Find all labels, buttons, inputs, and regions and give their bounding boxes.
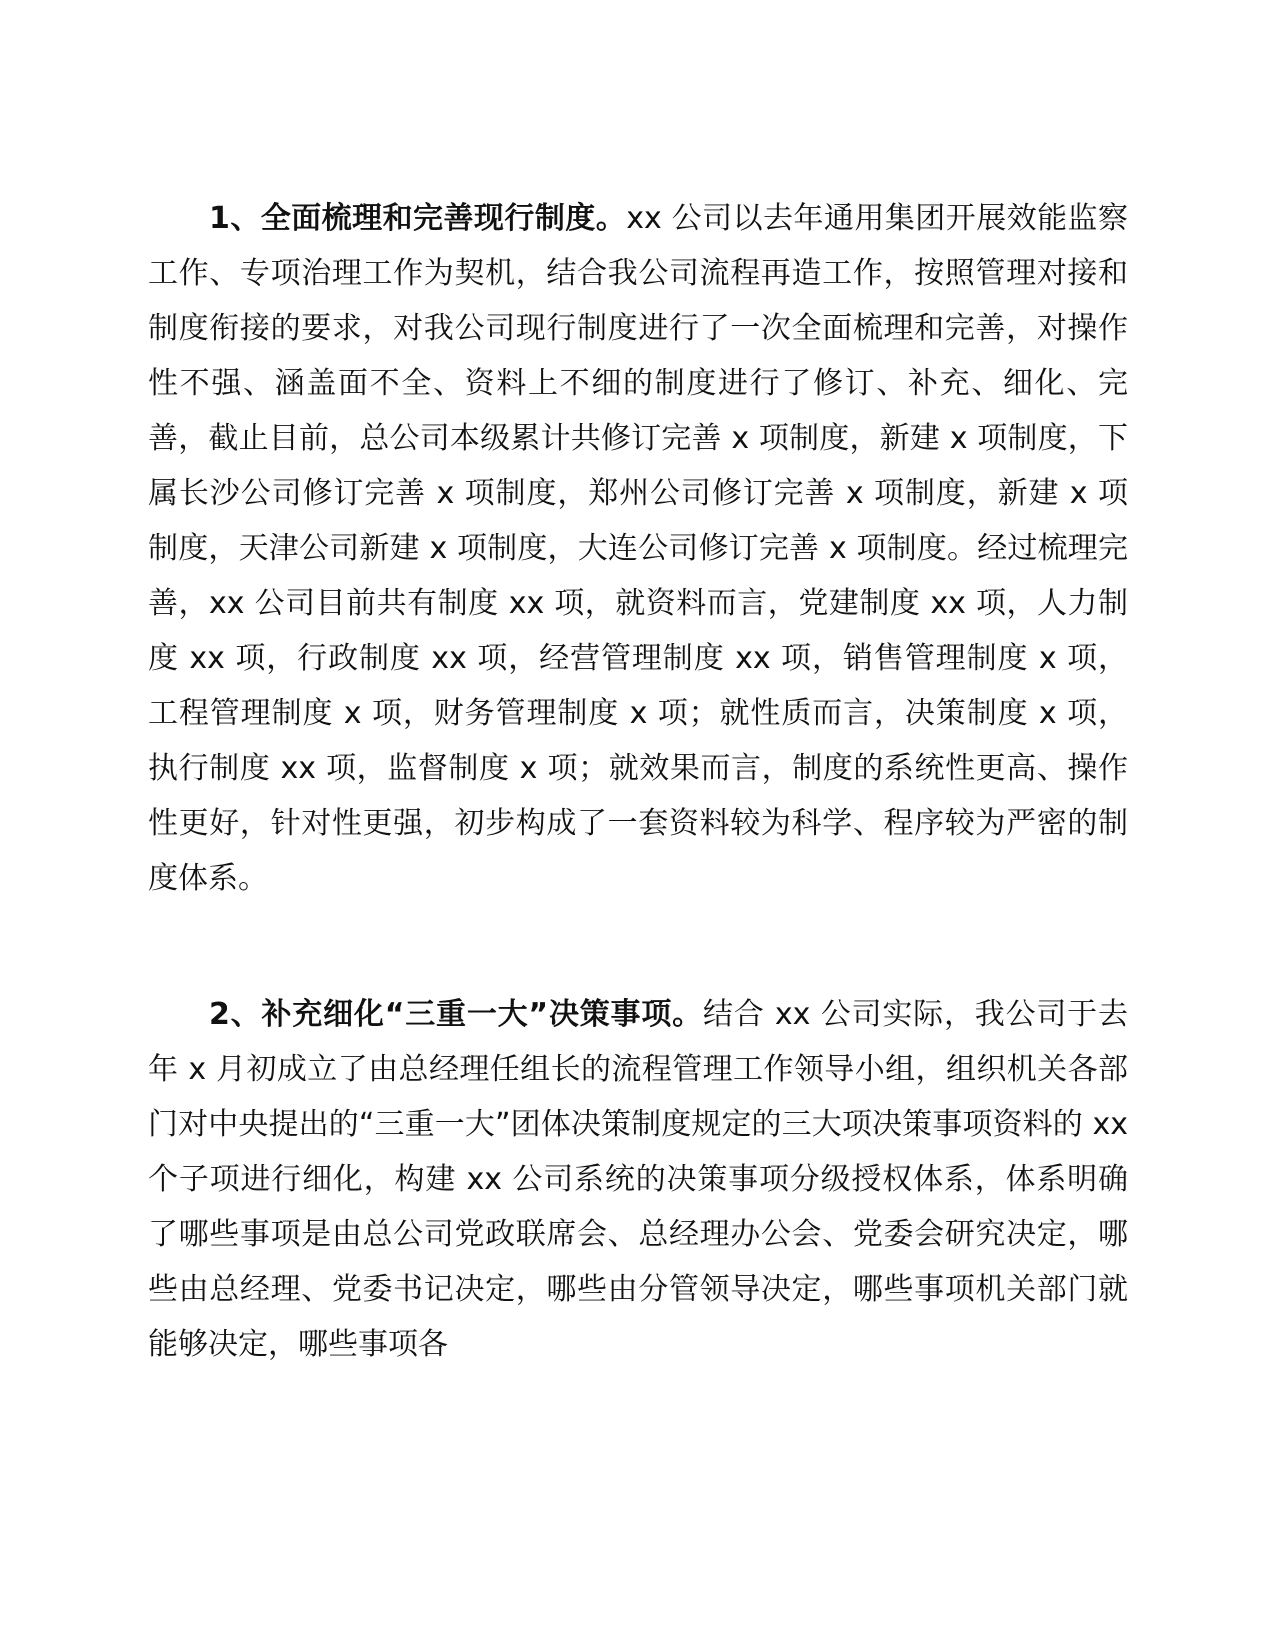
paragraph-1-body: [148, 191, 1128, 906]
paragraph-1-text: xx 公司以去年通用集团开展效能监察工作、专项治理工作为契机，结合我公司流程再造工作，按照管理对接和制度衔接的要求，对我公司现行制度进行了一次全面梳理和完善，对操作性不强、涵盖面不全、资料上不细的制度进行了修订、补充、细化、完善，截止目前，总公司本级累计共修订完善 x 项制度，新建 x 项制度，下属长沙公司修订完善 x 项制度，郑州公司修订完善 x 项制度，新建 x 项制度，天津公司新建 x 项制度，大连公司修订完善 x 项制度。经过梳理完善，xx 公司目前共有制度 xx 项，就资料而言，党建制度 xx 项，人力制度 xx 项，行政制度 xx 项，经营管理制度 xx 项，销售管理制度 x 项，工程管理制度 x 项，财务管理制度 x 项；就性质而言，决策制度 x 项，执行制度 xx 项，监督制度 x 项；就效果而言，制度的系统性更高、操作性更好，针对性更强，初步构成了一套资料较为科学、程序较为严密的制度体系。: [148, 201, 1128, 896]
paragraph-2-heading: 2、补充细化“三重一大”决策事项。: [209, 997, 703, 1032]
paragraph-2-body: [148, 987, 1128, 1372]
paragraph-2: [148, 987, 1128, 1372]
paragraph-1: [148, 191, 1128, 906]
paragraph-2-text: 结合 xx 公司实际，我公司于去年 x 月初成立了由总经理任组长的流程管理工作领导小组，组织机关各部门对中央提出的“三重一大”团体决策制度规定的三大项决策事项资料的 xx 个子项进行细化，构建 xx 公司系统的决策事项分级授权体系，体系明确了哪些事项是由总公司党政联席会、总经理办公会、党委会研究决定，哪些由总经理、党委书记决定，哪些由分管领导决定，哪些事项机关部门就能够决定，哪些事项各: [148, 997, 1128, 1362]
paragraph-1-heading: 1、全面梳理和完善现行制度。: [209, 201, 627, 236]
